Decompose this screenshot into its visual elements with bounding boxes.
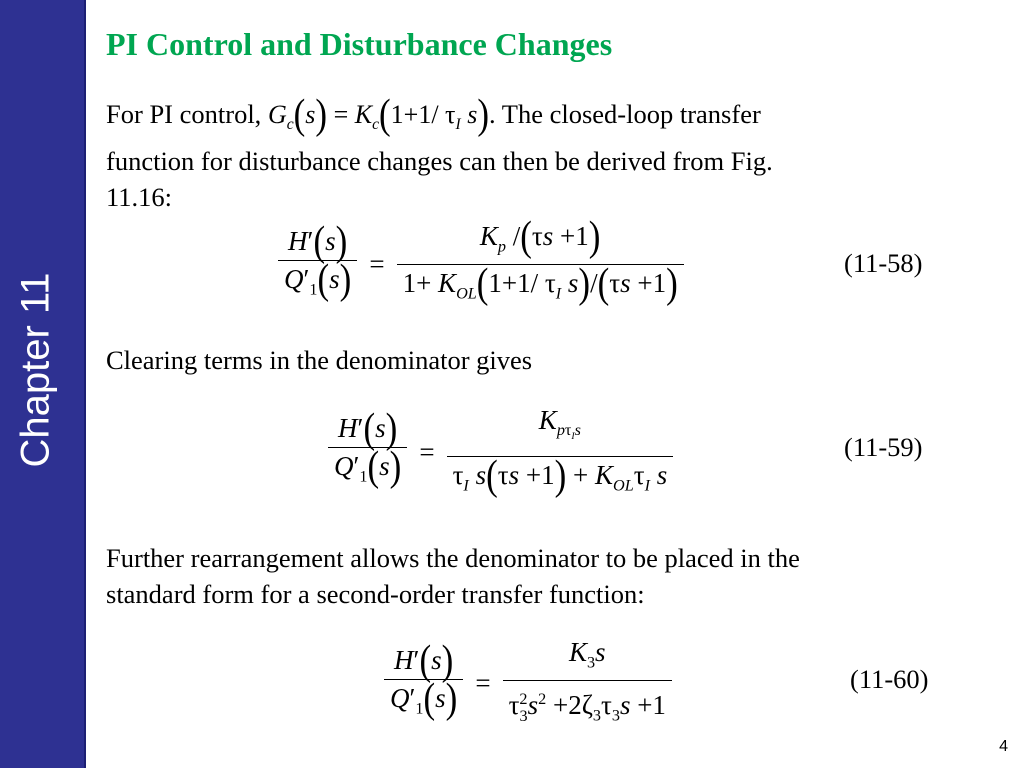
chapter-sidebar	[0, 0, 86, 768]
slide-title: PI Control and Disturbance Changes	[106, 26, 613, 62]
eq59-rhs-fraction: $\frac{K_{p\tau_Is}}{\tau_I s(\tau s +1) + K_{OL}\tau_I s}$	[447, 402, 674, 503]
equation-11-59: $\frac{H'(s)}{Q'_1(s)}$ = $\frac{K_{p\tau_Is}}{\tau_I s(\tau s +1) + K_{OL}\tau_I s}$	[328, 402, 673, 503]
equation-11-58: $\frac{H'(s)}{Q'_1(s)}$ = $\frac{K_p /(\tau s +1)}{1+ K_{OL}(1+1/ \tau_I s)/(\tau s +1)}$	[278, 218, 684, 312]
equation-number-11-58: (11-58)	[844, 248, 923, 278]
clearing-text: Clearing terms in the denominator gives	[106, 345, 533, 375]
intro-text-after: . The closed-loop transfer	[489, 99, 761, 129]
intro-paragraph	[106, 91, 773, 215]
equation-11-60: $\frac{H'(s)}{Q'_1(s)}$ = $\frac{K_3s}{\tau^2_3s^2 +2\zeta_3\tau_3s +1}$	[384, 634, 672, 734]
rearrangement-paragraph	[106, 540, 800, 612]
equation-number-11-59: (11-59)	[844, 432, 923, 462]
equation-number-11-60: (11-60)	[850, 664, 929, 694]
chapter-label: Chapter 11	[13, 272, 58, 468]
intro-line-2: function for disturbance changes can then be derived from Fig.	[106, 146, 773, 177]
eq58-lhs-fraction: $\frac{H'(s)}{Q'_1(s)}$	[278, 223, 357, 307]
eq60-lhs-fraction: $\frac{H'(s)}{Q'_1(s)}$	[384, 642, 463, 726]
eq60-rhs-fraction: $\frac{K_3s}{\tau^2_3s^2 +2\zeta_3\tau_3s +1}$	[503, 634, 672, 734]
rearrangement-line-2: standard form for a second-order transfer function:	[106, 579, 645, 609]
intro-text-before: For PI control,	[106, 99, 268, 129]
eq59-lhs-fraction: $\frac{H'(s)}{Q'_1(s)}$	[328, 410, 407, 494]
eq58-rhs-fraction: $\frac{K_p /(\tau s +1)}{1+ K_{OL}(1+1/ \tau_I s)/(\tau s +1)}$	[397, 218, 684, 312]
rearrangement-line-1: Further rearrangement allows the denominator to be placed in the	[106, 543, 800, 573]
intro-line-3: 11.16:	[106, 182, 173, 213]
slide-number: 4	[999, 738, 1008, 755]
pi-controller-formula: $G_c(s) = K_c(1+1/$ $\tau_I$ s)	[267, 91, 489, 138]
